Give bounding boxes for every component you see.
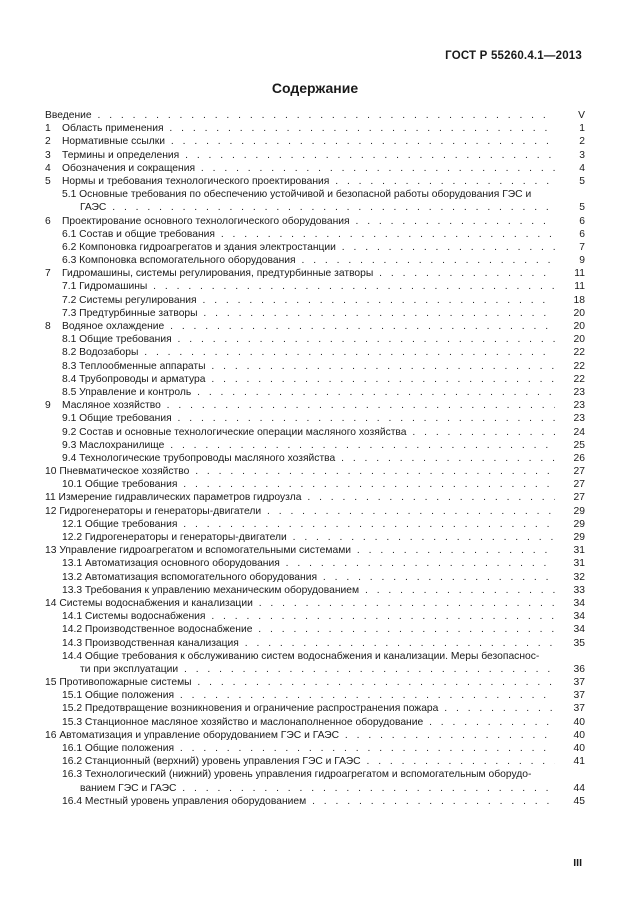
toc-entry (45, 795, 585, 808)
toc-entry-page: 22 (573, 360, 585, 372)
toc-entry (45, 215, 585, 228)
toc-entry-title: 14.2 Производственное водоснабжение . . . (62, 623, 555, 636)
toc-entry (45, 768, 585, 781)
toc-entry-page: 22 (573, 347, 585, 359)
toc-entry-page: 35 (573, 637, 585, 649)
toc-entry (45, 360, 585, 373)
toc-entry-title: 14.3 Производственная канализация . . . (62, 637, 555, 650)
toc-entry-page: 37 (573, 677, 585, 689)
toc-entry-page: 22 (573, 373, 585, 385)
toc-entry-title: Проектирование основного технологического оборудования . . . (62, 215, 555, 228)
toc-entry-title: 8.4 Трубопроводы и арматура . . . (62, 373, 555, 386)
toc-entry (45, 557, 585, 570)
toc-entry-title: 16.1 Общие положения . . . (62, 742, 555, 755)
toc-entry-title: 6.2 Компоновка гидроагрегатов и здания электростанции . . . (62, 241, 555, 254)
toc-entry (45, 597, 585, 610)
toc-entry (45, 399, 585, 412)
toc-entry-page: 7 (579, 241, 585, 253)
toc-entry-page: 23 (573, 413, 585, 425)
toc-entry-title: ти при эксплуатации . . . (80, 663, 555, 676)
toc-entry-page: 23 (573, 386, 585, 398)
toc-entry (45, 241, 585, 254)
toc-entry-title: Обозначения и сокращения . . . (62, 162, 555, 175)
toc-entry-page: 11 (574, 281, 585, 293)
toc-entry-page: 34 (573, 624, 585, 636)
toc-entry-page: 41 (573, 756, 585, 768)
toc-entry (45, 201, 585, 214)
toc-entry (45, 188, 585, 201)
toc-entry-page: 44 (573, 782, 585, 794)
toc-entry-page: 34 (573, 597, 585, 609)
toc-entry-page: 6 (579, 228, 585, 240)
toc-entry-page: 20 (573, 321, 585, 332)
toc-entry (45, 491, 585, 504)
toc-entry (45, 782, 585, 795)
toc-entry-title: 10 Пневматическое хозяйство . . . (45, 465, 555, 478)
toc-entry (45, 346, 585, 359)
toc-entry-title: Гидромашины, системы регулирования, предтурбинные затворы . . . (62, 267, 555, 280)
toc-entry-title: 16.3 Технологический (нижний) уровень управления гидроагрегатом и вспомогательным оборудо- (62, 769, 532, 781)
toc-entry-title: 14.4 Общие требования к обслуживанию систем водоснабжения и канализации. Меры безопаснос- (62, 650, 540, 662)
toc-entry-page: 20 (573, 334, 585, 346)
toc-entry-page: 1 (579, 123, 585, 135)
toc-entry-page: 20 (573, 307, 585, 319)
toc-entry-number: 6 (45, 215, 51, 227)
toc-entry (45, 531, 585, 544)
toc-entry-page: 37 (573, 703, 585, 715)
toc-entry (45, 623, 585, 636)
toc-entry-page: 5 (579, 202, 585, 214)
toc-entry-title: 15.2 Предотвращение возникновения и ограничение распространения пожара . . . (62, 702, 555, 715)
toc-entry-title: 7.1 Гидромашины . . . (62, 280, 555, 293)
toc-entry (45, 426, 585, 439)
toc-entry (45, 637, 585, 650)
toc-entry (45, 373, 585, 386)
toc-entry-page: 26 (573, 452, 585, 464)
toc-entry (45, 452, 585, 465)
toc-entry-page: 6 (579, 215, 585, 227)
toc-entry (45, 676, 585, 689)
toc-entry-title: 8.3 Теплообменные аппараты . . . (62, 360, 555, 373)
toc-entry-title: 15.3 Станционное масляное хозяйство и маслонаполненное оборудование . . . (62, 716, 555, 729)
toc-entry-title: 12 Гидрогенераторы и генераторы-двигатели . . . (45, 505, 555, 518)
toc-entry (45, 729, 585, 742)
toc-entry-title: 6.1 Состав и общие требования . . . (62, 228, 555, 241)
toc-entry (45, 716, 585, 729)
toc-entry-page: 37 (573, 690, 585, 702)
toc-entry (45, 280, 585, 293)
toc-entry-title: 9.3 Маслохранилище . . . (62, 439, 555, 452)
table-of-contents (45, 109, 585, 808)
toc-entry (45, 412, 585, 425)
toc-entry-page: 33 (573, 584, 585, 596)
toc-entry-title: 13.3 Требования к управлению механическим оборудованием . . . (62, 584, 555, 597)
toc-entry-number: 4 (45, 162, 51, 174)
toc-entry-page: 29 (573, 505, 585, 517)
toc-entry-page: 5 (579, 175, 585, 187)
toc-entry (45, 109, 585, 122)
toc-entry-title: 8.1 Общие требования . . . (62, 333, 555, 346)
toc-entry-number: 7 (45, 268, 51, 280)
toc-entry-page: 27 (573, 479, 585, 491)
toc-entry-title: Нормативные ссылки . . . (62, 135, 555, 148)
toc-entry (45, 135, 585, 148)
toc-entry (45, 122, 585, 135)
toc-entry (45, 702, 585, 715)
toc-entry-title: 15.1 Общие положения . . . (62, 689, 555, 702)
toc-entry-number: 9 (45, 400, 51, 412)
toc-entry-title: 13 Управление гидроагрегатом и вспомогательными системами . . . (45, 544, 555, 557)
toc-entry-page: 11 (574, 268, 585, 280)
toc-entry-title: Термины и определения . . . (62, 149, 555, 162)
toc-entry-title: Область применения . . . (62, 122, 555, 135)
toc-entry (45, 544, 585, 557)
toc-entry-title: Нормы и требования технологического проектирования . . . (62, 175, 555, 188)
toc-entry-number: 8 (45, 321, 51, 332)
toc-entry-number: 2 (45, 136, 51, 148)
toc-entry-page: 25 (573, 439, 585, 451)
toc-entry (45, 267, 585, 280)
toc-entry (45, 505, 585, 518)
toc-entry-title: Масляное хозяйство . . . (62, 399, 555, 412)
toc-entry-title: 16.4 Местный уровень управления оборудованием . . . (62, 795, 555, 808)
toc-entry (45, 478, 585, 491)
toc-entry-title: 13.2 Автоматизация вспомогательного оборудования . . . (62, 571, 555, 584)
toc-entry-title: ванием ГЭС и ГАЭС . . . (80, 782, 555, 795)
toc-entry-page: 31 (573, 545, 585, 557)
toc-entry (45, 162, 585, 175)
toc-entry-page: 27 (573, 492, 585, 504)
toc-entry-number: 1 (45, 123, 51, 135)
toc-entry-title: 14 Системы водоснабжения и канализации . . . (45, 597, 555, 610)
toc-entry-title: 15 Противопожарные системы . . . (45, 676, 555, 689)
toc-entry-number: 5 (45, 175, 51, 187)
toc-entry-number: 3 (45, 149, 51, 161)
toc-entry-page: 36 (573, 663, 585, 675)
toc-entry-page: 40 (573, 729, 585, 741)
toc-entry-page: 18 (573, 294, 585, 306)
toc-entry (45, 439, 585, 452)
toc-entry (45, 307, 585, 320)
toc-entry (45, 584, 585, 597)
toc-entry (45, 610, 585, 623)
toc-entry-page: 27 (573, 466, 585, 478)
toc-entry-title: 9.4 Технологические трубопроводы масляного хозяйства . . . (62, 452, 555, 465)
toc-entry-title: 16 Автоматизация и управление оборудованием ГЭС и ГАЭС . . . (45, 729, 555, 742)
toc-entry-page: 29 (573, 518, 585, 530)
toc-entry (45, 742, 585, 755)
toc-entry-title: 10.1 Общие требования . . . (62, 478, 555, 491)
toc-entry-page: 45 (573, 795, 585, 807)
toc-entry-page: 34 (573, 611, 585, 623)
toc-entry (45, 518, 585, 531)
toc-entry (45, 228, 585, 241)
toc-entry-title: 6.3 Компоновка вспомогательного оборудования . . . (62, 254, 555, 267)
toc-entry-page: V (578, 110, 585, 121)
toc-entry-page: 24 (573, 426, 585, 438)
toc-entry-title: 5.1 Основные требования по обеспечению устойчивой и безопасной работы оборудования ГЭС и (62, 189, 532, 201)
toc-entry-title: Введение . . . (45, 109, 555, 122)
toc-entry-title: Водяное охлаждение . . . (62, 320, 555, 333)
toc-entry-title: 8.2 Водозаборы . . . (62, 346, 555, 359)
toc-entry-title: 7.3 Предтурбинные затворы . . . (62, 307, 555, 320)
toc-entry-page: 40 (573, 716, 585, 728)
toc-entry-page: 32 (573, 571, 585, 583)
standard-number: ГОСТ Р 55260.4.1—2013 (445, 50, 582, 62)
toc-entry-page: 40 (573, 743, 585, 754)
toc-entry (45, 650, 585, 663)
toc-entry-page: 2 (579, 136, 585, 148)
toc-entry (45, 663, 585, 676)
toc-entry (45, 294, 585, 307)
toc-entry-page: 29 (573, 532, 585, 543)
toc-entry-title: 16.2 Станционный (верхний) уровень управления ГЭС и ГАЭС . . . (62, 755, 555, 768)
toc-entry-title: 9.1 Общие требования . . . (62, 412, 555, 425)
toc-entry-title: 9.2 Состав и основные технологические операции масляного хозяйства . . . (62, 426, 555, 439)
toc-entry (45, 320, 585, 333)
page-number: III (573, 857, 582, 869)
toc-entry-title: 7.2 Системы регулирования . . . (62, 294, 555, 307)
page-title: Содержание (271, 80, 359, 96)
toc-entry (45, 571, 585, 584)
toc-entry (45, 465, 585, 478)
toc-entry-page: 31 (573, 558, 585, 570)
toc-entry-title: 8.5 Управление и контроль . . . (62, 386, 555, 399)
toc-entry (45, 755, 585, 768)
toc-entry-title: 12.1 Общие требования . . . (62, 518, 555, 531)
toc-entry (45, 386, 585, 399)
toc-entry-title: 11 Измерение гидравлических параметров гидроузла . . . (45, 491, 555, 504)
toc-entry (45, 689, 585, 702)
toc-entry-title: ГАЭС . . . (80, 201, 555, 214)
toc-entry (45, 254, 585, 267)
toc-entry-title: 12.2 Гидрогенераторы и генераторы-двигатели . . . (62, 531, 555, 544)
toc-entry-page: 23 (573, 400, 585, 412)
toc-entry (45, 149, 585, 162)
toc-entry-page: 4 (579, 162, 585, 174)
toc-entry-title: 13.1 Автоматизация основного оборудования . . . (62, 557, 555, 570)
toc-entry (45, 175, 585, 188)
toc-entry-page: 3 (579, 149, 585, 161)
toc-entry (45, 333, 585, 346)
toc-entry-page: 9 (579, 255, 585, 267)
toc-entry-title: 14.1 Системы водоснабжения . . . (62, 610, 555, 623)
